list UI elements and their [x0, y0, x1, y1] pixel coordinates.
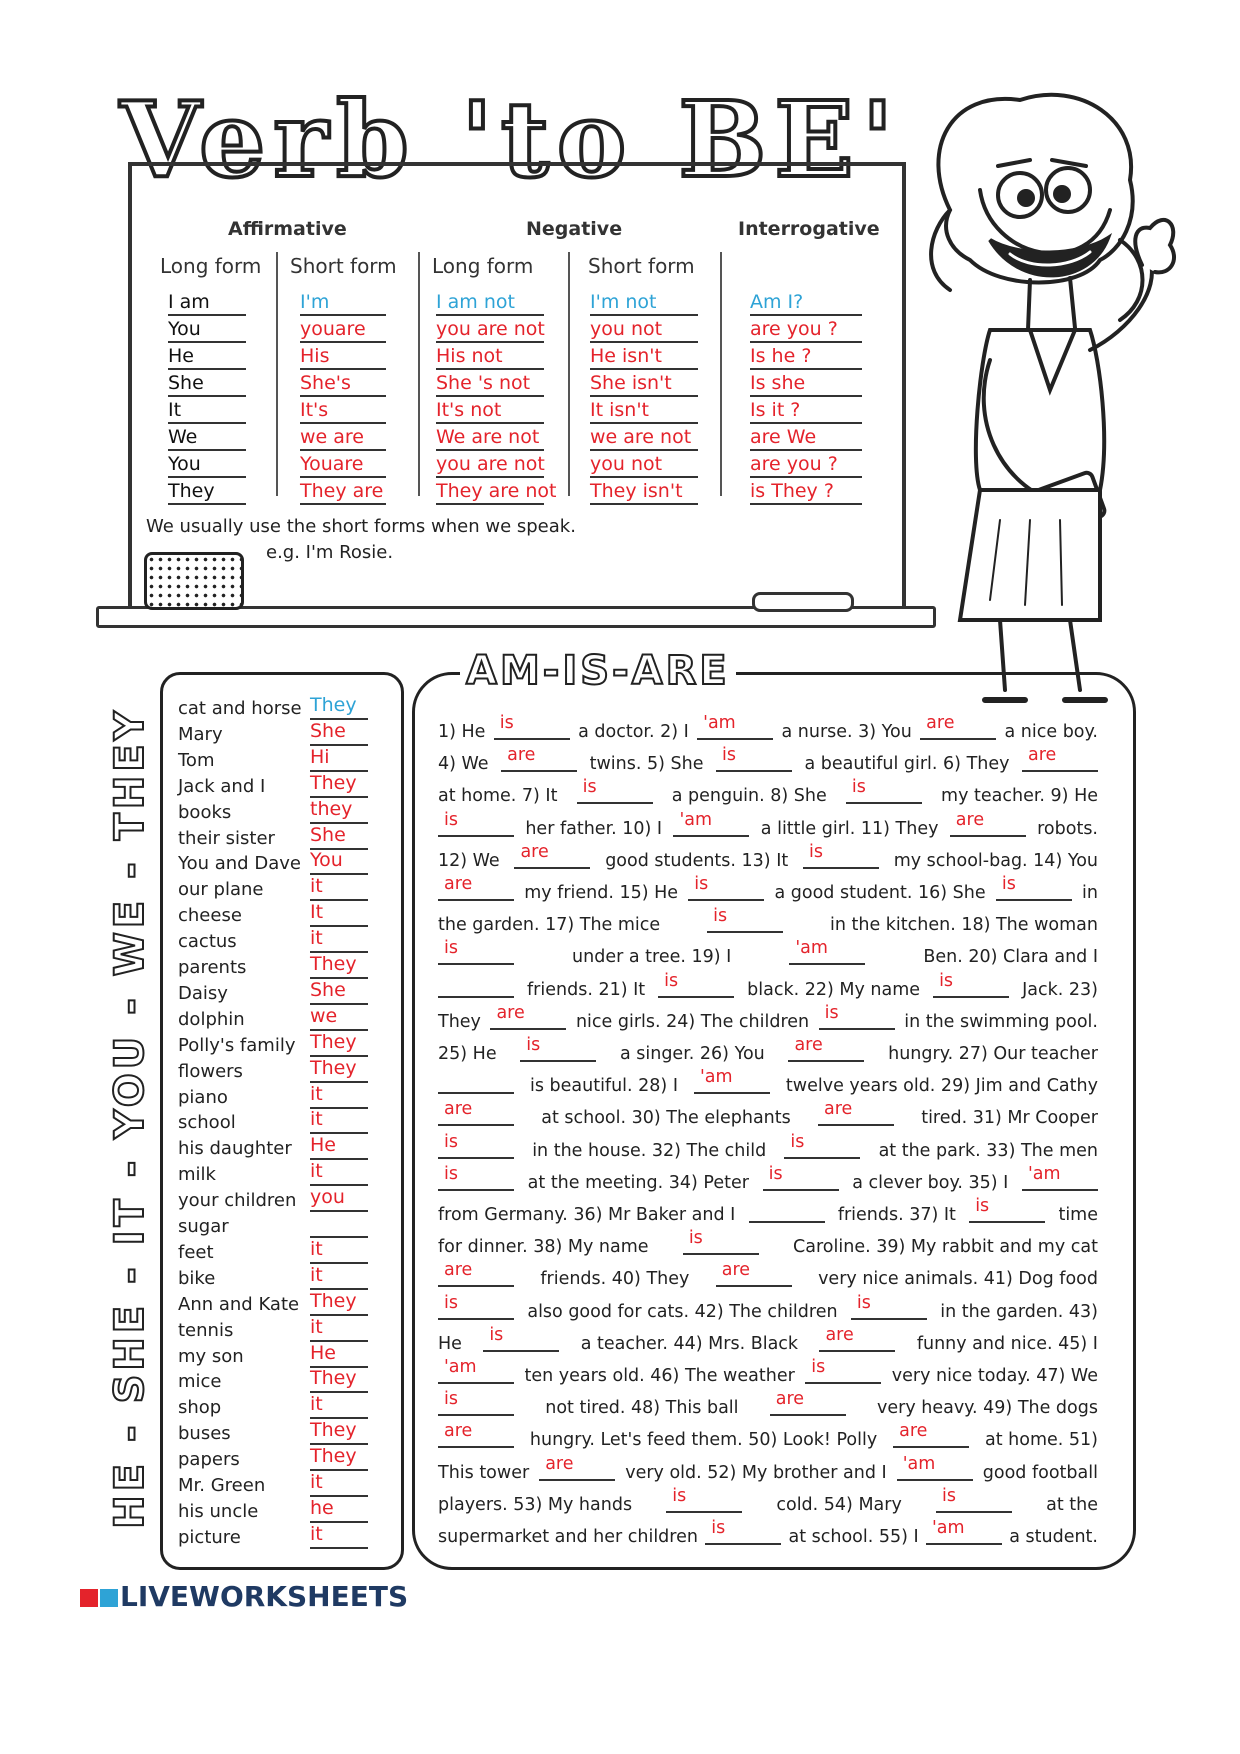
answer-blank-field[interactable]: are: [438, 1263, 514, 1287]
answer-blank-field[interactable]: are: [438, 1102, 514, 1126]
pronoun-noun: Polly's family: [178, 1034, 296, 1056]
exercise-text-segment: a good student. 16) She: [774, 883, 986, 903]
answer-blank-field[interactable]: is: [438, 1296, 514, 1320]
pronoun-answer-field[interactable]: we: [310, 1005, 368, 1031]
conj-cell-long-aff: I am: [168, 290, 246, 316]
answer-blank-field[interactable]: is: [438, 1392, 514, 1416]
exercise-text-segment: time: [1058, 1205, 1098, 1225]
pronoun-noun: tennis: [178, 1319, 234, 1341]
exercise-line: [438, 1099, 1098, 1134]
exercise-text-segment: in the house. 32) The child: [532, 1140, 767, 1161]
exercise-text-segment: ten years old. 46) The weather: [524, 1366, 795, 1386]
exercise-text-segment: very heavy. 49) The dogs: [877, 1398, 1098, 1419]
pronoun-noun: Tom: [178, 749, 215, 771]
conj-cell-long-aff: We: [168, 425, 246, 451]
pronoun-noun: school: [178, 1112, 236, 1134]
exercise-line: [438, 1421, 1098, 1456]
pronoun-noun: mice: [178, 1371, 222, 1393]
answer-blank-field[interactable]: is: [803, 845, 879, 869]
pronoun-answer-field[interactable]: it: [310, 927, 368, 953]
pronoun-noun: our plane: [178, 879, 264, 901]
exercise-line: [438, 906, 1098, 941]
answer-blank-field[interactable]: is: [438, 1167, 514, 1191]
note-line-1: We usually use the short forms when we speak.: [146, 516, 576, 537]
pronoun-noun: piano: [178, 1086, 228, 1108]
logo-mark-icon: [80, 1589, 98, 1607]
answer-blank-field[interactable]: is: [969, 1199, 1045, 1223]
col-long-form-aff: Long form: [160, 254, 262, 278]
conj-cell-short-neg[interactable]: He isn't: [590, 344, 698, 370]
exercise-text-segment: funny and nice. 45) I: [916, 1333, 1098, 1354]
exercise-text-segment: friends. 21) It: [527, 979, 646, 1000]
pronoun-noun: my son: [178, 1345, 244, 1367]
exercise-line: [438, 809, 1098, 845]
answer-blank-field[interactable]: is: [846, 780, 922, 804]
exercise-text-segment: nice girls. 24) The children: [575, 1011, 810, 1032]
exercise-text-segment: a little girl. 11) They: [760, 818, 939, 839]
conj-cell-long-neg[interactable]: They are not: [436, 479, 544, 505]
pronoun-noun: cheese: [178, 905, 242, 927]
answer-blank-field[interactable]: are: [438, 1424, 514, 1448]
conj-cell-interrog[interactable]: is They ?: [750, 479, 862, 505]
pronoun-answer-field[interactable]: He: [310, 1134, 368, 1160]
pronoun-answer-field[interactable]: it: [310, 875, 368, 901]
exercise-line: [438, 1357, 1098, 1392]
answer-blank-field[interactable]: are: [501, 748, 577, 772]
exercise-text-segment: hungry. Let's feed them. 50) Look! Polly: [529, 1430, 878, 1451]
answer-blank-field[interactable]: is: [683, 1231, 759, 1255]
pronoun-noun: bike: [178, 1267, 216, 1289]
answer-blank-field[interactable]: is: [520, 1038, 596, 1062]
answer-blank-field[interactable]: is: [666, 1489, 742, 1513]
pronoun-answer-field[interactable]: it: [310, 1523, 368, 1549]
conj-cell-interrog[interactable]: Am I?: [750, 290, 862, 316]
answer-blank-field[interactable]: are: [539, 1457, 615, 1481]
answer-blank-field[interactable]: are: [819, 1328, 895, 1352]
exercise-line: [438, 745, 1098, 780]
pronoun-answer-field[interactable]: it: [310, 1160, 368, 1186]
pronoun-answer-field[interactable]: They: [310, 1290, 368, 1316]
exercise-line: [438, 1260, 1098, 1295]
exercise-line: [438, 1485, 1098, 1521]
conj-cell-long-aff: It: [168, 398, 246, 424]
exercise-text-segment: at the park. 33) The men: [878, 1140, 1098, 1161]
exercise-text-segment: in the kitchen. 18) The woman: [829, 915, 1098, 936]
pronoun-answer-field[interactable]: He: [310, 1342, 368, 1368]
exercise-text-segment: good football: [982, 1462, 1098, 1483]
exercise-text-segment: 12) We: [438, 850, 500, 871]
exercise-line: [438, 874, 1098, 909]
pronoun-answer-field[interactable]: it: [310, 1316, 368, 1342]
exercise-text-segment: This tower: [438, 1462, 530, 1483]
pronoun-noun: Ann and Kate: [178, 1293, 300, 1315]
answer-blank-field[interactable]: are: [490, 1006, 566, 1030]
column-divider: [418, 252, 420, 496]
answer-blank-field[interactable]: 'am: [789, 941, 865, 965]
exercise-text-segment: at the meeting. 34) Peter: [527, 1172, 749, 1193]
answer-blank-field[interactable]: are: [514, 845, 590, 869]
pronoun-answer-field[interactable]: you: [310, 1186, 368, 1212]
exercise-line: [438, 841, 1098, 877]
pronoun-noun: buses: [178, 1423, 231, 1445]
exercise-text-segment: a teacher. 44) Mrs. Black: [580, 1333, 799, 1354]
pronoun-noun: his daughter: [178, 1138, 292, 1160]
answer-blank-field[interactable]: are: [770, 1392, 846, 1416]
exercise-text-segment: He: [438, 1333, 462, 1354]
pronoun-noun: Daisy: [178, 982, 228, 1004]
pronoun-banner: HE - SHE - IT - YOU - WE - THEY: [107, 707, 153, 1529]
pronoun-noun: papers: [178, 1449, 240, 1471]
conj-cell-short-aff[interactable]: we are: [300, 425, 386, 451]
answer-blank-field[interactable]: is: [763, 1167, 839, 1191]
eraser-icon: [144, 552, 244, 610]
pronoun-answer-field[interactable]: it: [310, 1083, 368, 1109]
pronoun-noun: milk: [178, 1164, 216, 1186]
exercise-text-segment: twins. 5) She: [589, 754, 704, 775]
exercise-text-segment: friends. 40) They: [540, 1269, 690, 1290]
conj-cell-interrog[interactable]: are you ?: [750, 452, 862, 478]
exercise-text-segment: supermarket and her children: [438, 1527, 698, 1547]
pronoun-answer-field[interactable]: She: [310, 979, 368, 1005]
pronoun-noun: Jack and I: [178, 775, 266, 797]
conj-cell-long-neg[interactable]: It's not: [436, 398, 544, 424]
exercise-title: AM-IS-ARE: [460, 648, 736, 694]
answer-blank-field[interactable]: are: [893, 1424, 969, 1448]
conj-cell-long-aff: He: [168, 344, 246, 370]
pronoun-noun: his uncle: [178, 1500, 259, 1522]
exercise-text-segment: in the garden. 43): [940, 1301, 1098, 1322]
answer-blank-field[interactable]: is: [936, 1489, 1012, 1513]
conj-cell-short-neg[interactable]: It isn't: [590, 398, 698, 424]
answer-blank-field[interactable]: [749, 1199, 825, 1223]
conj-cell-short-neg[interactable]: She isn't: [590, 371, 698, 397]
answer-blank-field[interactable]: is: [705, 1521, 781, 1545]
pronoun-answer-field[interactable]: They: [310, 1031, 368, 1057]
conj-cell-long-aff: They: [168, 479, 246, 505]
pronoun-noun: cactus: [178, 931, 237, 953]
answer-blank-field[interactable]: are: [920, 716, 996, 740]
conj-cell-short-aff[interactable]: She's: [300, 371, 386, 397]
exercise-line: [438, 1389, 1098, 1424]
exercise-text-segment: 4) We: [438, 754, 489, 775]
teacher-cartoon-icon: [880, 60, 1200, 720]
pronoun-noun: You and Dave: [178, 853, 301, 875]
column-divider: [720, 252, 722, 496]
section-negative: Negative: [526, 218, 623, 240]
conj-cell-long-neg[interactable]: I am not: [436, 290, 544, 316]
conj-cell-interrog[interactable]: are you ?: [750, 317, 862, 343]
exercise-text-segment: at home. 51): [985, 1430, 1098, 1451]
pronoun-noun: Mr. Green: [178, 1475, 266, 1496]
pronoun-answer-field[interactable]: She: [310, 720, 368, 746]
pronoun-answer-field[interactable]: it: [310, 1238, 368, 1264]
conj-cell-long-neg[interactable]: She 's not: [436, 371, 544, 397]
exercise-text-segment: Caroline. 39) My rabbit and my cat: [793, 1237, 1098, 1258]
section-interrogative: Interrogative: [738, 218, 880, 240]
exercise-text-segment: a beautiful girl. 6) They: [804, 754, 1010, 775]
exercise-text-segment: Ben. 20) Clara and I: [923, 947, 1098, 968]
exercise-text-segment: for dinner. 38) My name: [438, 1237, 649, 1258]
conj-cell-long-neg[interactable]: you are not: [436, 452, 544, 478]
answer-blank-field[interactable]: is: [805, 1360, 881, 1384]
pronoun-noun: books: [178, 801, 232, 823]
pronoun-noun: your children: [178, 1190, 297, 1212]
pronoun-noun: shop: [178, 1397, 222, 1419]
exercise-text-segment: also good for cats. 42) The children: [527, 1301, 838, 1322]
conj-cell-short-aff[interactable]: His: [300, 344, 386, 370]
pronoun-answer-field[interactable]: You: [310, 849, 368, 875]
exercise-line: [438, 970, 1098, 1006]
pronoun-answer-field[interactable]: They: [310, 1419, 368, 1445]
answer-blank-field[interactable]: 'am: [673, 813, 749, 837]
exercise-text-segment: a singer. 26) You: [619, 1044, 765, 1064]
exercise-text-segment: robots.: [1037, 818, 1098, 839]
exercise-text-segment: from Germany. 36) Mr Baker and I: [438, 1205, 736, 1225]
pronoun-answer-field[interactable]: they: [310, 798, 368, 824]
exercise-text-segment: They: [438, 1011, 481, 1032]
pronoun-answer-field[interactable]: Hi: [310, 746, 368, 772]
answer-blank-field[interactable]: is: [494, 716, 570, 740]
answer-blank-field[interactable]: are: [818, 1102, 894, 1126]
pronoun-answer-field[interactable]: it: [310, 1264, 368, 1290]
conj-cell-short-aff[interactable]: I'm: [300, 290, 386, 316]
answer-blank-field[interactable]: is: [438, 813, 514, 837]
pronoun-answer-field[interactable]: it: [310, 1108, 368, 1134]
pronoun-noun: Mary: [178, 723, 223, 745]
exercise-text-segment: not tired. 48) This ball: [545, 1398, 739, 1419]
answer-blank-field[interactable]: are: [716, 1263, 792, 1287]
pronoun-noun: parents: [178, 957, 247, 978]
exercise-text-segment: in the swimming pool.: [904, 1011, 1098, 1032]
exercise-line: [438, 1453, 1098, 1489]
exercise-text-segment: cold. 54) Mary: [776, 1494, 902, 1515]
column-divider: [568, 252, 570, 496]
answer-blank-field[interactable]: is: [438, 941, 514, 965]
answer-blank-field[interactable]: is: [819, 1006, 895, 1030]
conj-cell-interrog[interactable]: Is it ?: [750, 398, 862, 424]
exercise-text-segment: a clever boy. 35) I: [852, 1172, 1009, 1193]
exercise-line: [438, 1228, 1098, 1263]
answer-blank-field[interactable]: 'am: [1022, 1167, 1098, 1191]
exercise-text-segment: tired. 31) Mr Cooper: [921, 1108, 1098, 1129]
conj-cell-short-aff[interactable]: youare: [300, 317, 386, 343]
answer-blank-field[interactable]: is: [438, 1135, 514, 1159]
exercise-text-segment: is beautiful. 28) I: [529, 1076, 678, 1097]
answer-blank-field[interactable]: 'am: [438, 1360, 514, 1384]
conj-cell-long-neg[interactable]: His not: [436, 344, 544, 370]
exercise-text-segment: her father. 10) I: [525, 818, 663, 839]
pronoun-answer-field[interactable]: They: [310, 772, 368, 798]
pronoun-noun: flowers: [178, 1060, 243, 1082]
conj-cell-interrog[interactable]: Is he ?: [750, 344, 862, 370]
exercise-text-segment: at school. 30) The elephants: [541, 1108, 791, 1129]
logo-mark-icon: [100, 1589, 118, 1607]
pronoun-answer-field[interactable]: They: [310, 1445, 368, 1471]
exercise-line: [438, 1324, 1098, 1360]
answer-blank-field[interactable]: is: [851, 1296, 927, 1320]
exercise-text-segment: players. 53) My hands: [438, 1494, 633, 1515]
conj-cell-short-aff[interactable]: They are: [300, 479, 386, 505]
answer-blank-field[interactable]: is: [716, 748, 792, 772]
exercise-text-segment: 1) He: [438, 722, 486, 742]
answer-blank-field[interactable]: are: [438, 877, 514, 901]
pronoun-answer-field[interactable]: They: [310, 1057, 368, 1083]
exercise-text-segment: a nice boy.: [1004, 722, 1098, 742]
answer-blank-field[interactable]: is: [707, 909, 783, 933]
exercise-text-segment: a penguin. 8) She: [671, 786, 827, 807]
answer-blank-field[interactable]: [438, 1070, 514, 1094]
answer-blank-field[interactable]: is: [688, 877, 764, 901]
pronoun-answer-field[interactable]: it: [310, 1471, 368, 1497]
chalk-icon: [752, 592, 854, 612]
exercise-text-segment: a student.: [1009, 1527, 1098, 1547]
conj-cell-short-aff[interactable]: Youare: [300, 452, 386, 478]
exercise-text-segment: good students. 13) It: [605, 850, 789, 871]
answer-blank-field[interactable]: is: [933, 974, 1009, 998]
pronoun-answer-field[interactable]: They: [310, 694, 368, 720]
answer-blank-field[interactable]: are: [1022, 748, 1098, 772]
answer-blank-field[interactable]: is: [658, 974, 734, 998]
exercise-line: [438, 1131, 1098, 1167]
col-short-form-neg: Short form: [588, 254, 695, 278]
exercise-text-segment: friends. 37) It: [837, 1205, 956, 1225]
answer-blank-field[interactable]: 'am: [926, 1521, 1002, 1545]
conj-cell-short-neg[interactable]: They isn't: [590, 479, 698, 505]
pronoun-noun: sugar: [178, 1216, 229, 1237]
answer-blank-field[interactable]: 'am: [897, 1457, 973, 1481]
exercise-text-segment: very nice animals. 41) Dog food: [818, 1269, 1098, 1290]
exercise-text-segment: at home. 7) It: [438, 786, 558, 807]
exercise-text-segment: in: [1082, 883, 1098, 903]
exercise-line: [438, 713, 1098, 748]
conj-cell-interrog[interactable]: Is she: [750, 371, 862, 397]
answer-blank-field[interactable]: is: [577, 780, 653, 804]
exercise-text-segment: a nurse. 3) You: [781, 722, 912, 742]
conj-cell-interrog[interactable]: are We: [750, 425, 862, 451]
exercise-text-segment: twelve years old. 29) Jim and Cathy: [785, 1076, 1098, 1097]
exercise-text-segment: black. 22) My name: [747, 979, 921, 1000]
pronoun-noun: picture: [178, 1526, 241, 1548]
exercise-line: [438, 1163, 1098, 1199]
exercise-text-segment: my friend. 15) He: [524, 883, 679, 903]
col-short-form-aff: Short form: [290, 254, 397, 278]
pronoun-answer-field[interactable]: [310, 1212, 368, 1238]
col-long-form-neg: Long form: [432, 254, 534, 278]
exercise-line: [438, 938, 1098, 973]
conj-cell-long-aff: She: [168, 371, 246, 397]
answer-blank-field[interactable]: is: [483, 1328, 559, 1352]
exercise-text-segment: my school-bag. 14) You: [893, 850, 1098, 871]
answer-blank-field[interactable]: is: [996, 877, 1072, 901]
pronoun-answer-field[interactable]: She: [310, 824, 368, 850]
answer-blank-field[interactable]: are: [788, 1038, 864, 1062]
answer-blank-field[interactable]: [438, 974, 514, 998]
exercise-line: [438, 1292, 1098, 1328]
exercise-text-segment: my teacher. 9) He: [941, 786, 1098, 807]
liveworksheets-logo[interactable]: [80, 1580, 408, 1613]
pronoun-answer-field[interactable]: They: [310, 1367, 368, 1393]
exercise-line: [438, 1196, 1098, 1231]
conj-cell-short-neg[interactable]: you not: [590, 317, 698, 343]
conj-cell-long-aff: You: [168, 317, 246, 343]
pronoun-answer-field[interactable]: he: [310, 1497, 368, 1523]
exercise-line: [438, 777, 1098, 812]
exercise-line: [438, 1518, 1098, 1553]
exercise-text-segment: 25) He: [438, 1044, 497, 1064]
pronoun-answer-field[interactable]: It: [310, 901, 368, 927]
conj-cell-short-neg[interactable]: we are not: [590, 425, 698, 451]
answer-blank-field[interactable]: 'am: [694, 1070, 770, 1094]
exercise-text-segment: the garden. 17) The mice: [438, 915, 661, 936]
logo-text: LIVEWORKSHEETS: [120, 1580, 409, 1613]
exercise-line: [438, 1035, 1098, 1070]
exercise-text-segment: very nice today. 47) We: [891, 1366, 1098, 1386]
exercise-line: [438, 1067, 1098, 1102]
worksheet-title: Verb 'to BE': [120, 78, 902, 201]
exercise-text-segment: at the: [1046, 1494, 1098, 1515]
exercise-text-segment: Jack. 23): [1022, 979, 1098, 1000]
exercise-line: [438, 1002, 1098, 1038]
answer-blank-field[interactable]: are: [950, 813, 1026, 837]
pronoun-noun: their sister: [178, 827, 275, 849]
exercise-text-segment: under a tree. 19) I: [572, 947, 732, 968]
pronoun-answer-field[interactable]: it: [310, 1393, 368, 1419]
answer-blank-field[interactable]: 'am: [697, 716, 773, 740]
conj-cell-short-neg[interactable]: you not: [590, 452, 698, 478]
conj-cell-short-aff[interactable]: It's: [300, 398, 386, 424]
column-divider: [276, 252, 278, 496]
conj-cell-short-neg[interactable]: I'm not: [590, 290, 698, 316]
note-example: e.g. I'm Rosie.: [266, 542, 394, 563]
pronoun-noun: dolphin: [178, 1008, 245, 1030]
conj-cell-long-aff: You: [168, 452, 246, 478]
pronoun-noun: cat and horse: [178, 698, 302, 719]
pronoun-answer-field[interactable]: They: [310, 953, 368, 979]
conj-cell-long-neg[interactable]: you are not: [436, 317, 544, 343]
exercise-text-segment: very old. 52) My brother and I: [625, 1462, 887, 1483]
pronoun-noun: feet: [178, 1241, 214, 1263]
section-affirmative: Affirmative: [228, 218, 347, 240]
exercise-text-segment: at school. 55) I: [788, 1527, 919, 1547]
exercise-text-segment: a doctor. 2) I: [578, 722, 689, 742]
answer-blank-field[interactable]: is: [784, 1135, 860, 1159]
conj-cell-long-neg[interactable]: We are not: [436, 425, 544, 451]
exercise-text-segment: hungry. 27) Our teacher: [888, 1044, 1098, 1064]
